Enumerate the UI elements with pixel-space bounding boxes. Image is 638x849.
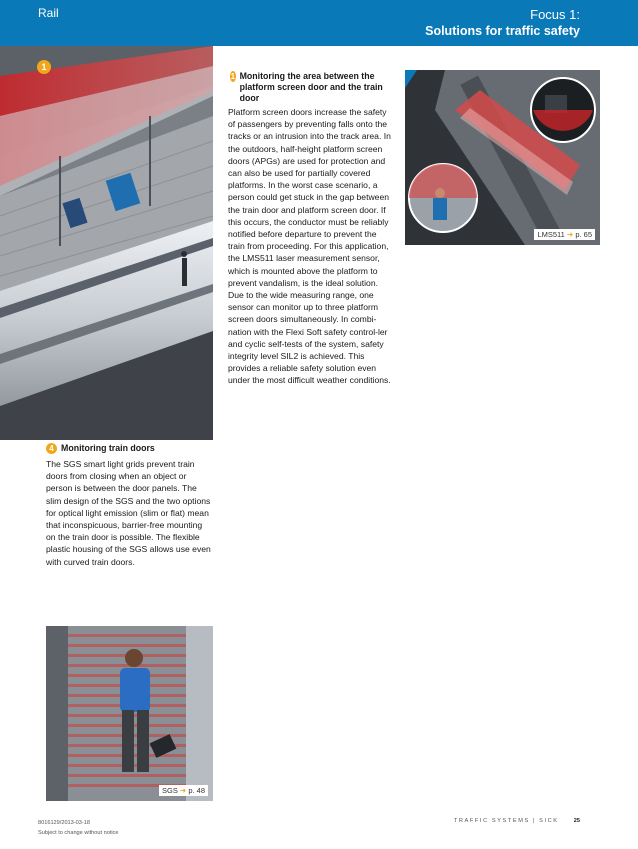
arrow-right-icon: ➜	[566, 230, 574, 239]
section-4-heading	[46, 443, 213, 454]
lms511-product-image	[405, 70, 600, 245]
section-1-body: Platform screen doors increase the safety of passengers by preventing falls onto the tracks or an intrusion into the track area. In the outdoors, half-height platform screen doors (APGs) are used for protection and can also be used for partially covered platforms. In the worst case scenario, a person could get stuck in the gap between the train door and platform screen door. If this occurs, the conductor must be reliably notified before departure to prevent the train from proceeding. For this application, the LMS511 laser measurement sensor, which is mounted above the platform to prevent vandalism, is the ideal solution. Due to the wide measuring range, one sensor can monitor up to three platform screen doors simultaneously. In combi-nation with the Flexi Soft safety control-ler and cyclic self-tests of the system, safety integrity level SIL2 is achieved. This provides a reliable safety solution even under the most difficult weather conditions.	[228, 107, 391, 386]
change-notice: Subject to change without notice	[38, 830, 119, 836]
lms511-caption	[534, 229, 595, 240]
focus-heading	[425, 6, 580, 40]
sgs-caption	[159, 785, 208, 796]
lms511-caption-product: LMS511	[537, 230, 565, 239]
sgs-product-image	[46, 626, 213, 801]
section-4-body: The SGS smart light grids prevent train doors from closing when an object or person is between the door panels. The slim design of the SGS and the two options for optical light emission (slim or flat) mean that inconspicuous, barrier-free mounting on the train door is possible. The flexible plastic housing of the SGS allows use even with curved train doors.	[46, 459, 211, 567]
section-4-title: Monitoring train doors	[61, 443, 155, 453]
section-label: Rail	[38, 6, 59, 20]
sgs-caption-product: SGS	[161, 786, 178, 795]
sgs-scene-graphic	[46, 626, 213, 801]
sgs-page-link[interactable]: p. 48	[188, 786, 205, 795]
section-1-badge: 1	[230, 72, 236, 81]
section-1-text	[228, 71, 393, 387]
focus-subtitle: Solutions for traffic safety	[425, 24, 580, 38]
footer-left	[38, 818, 119, 838]
page-number: 25	[573, 818, 580, 824]
station-platform-graphic	[0, 46, 213, 440]
illustration-badge: 1	[37, 60, 51, 74]
footer-brand: TRAFFIC SYSTEMS | SICK	[453, 818, 559, 824]
section-4-text	[46, 443, 213, 568]
lms511-page-link[interactable]: p. 65	[575, 230, 592, 239]
footer-right	[454, 818, 580, 824]
section-4-badge: 4	[46, 443, 57, 454]
section-1-heading	[228, 71, 393, 104]
lms511-scene-graphic	[405, 70, 600, 245]
header-bar	[0, 0, 638, 46]
arrow-right-icon: ➜	[179, 786, 187, 795]
focus-title: Focus 1:	[530, 7, 580, 22]
section-1-title: Monitoring the area between the platform screen door and the train door	[239, 71, 383, 103]
doc-id: 8016129/2013-03-18	[38, 820, 90, 826]
station-platform-illustration	[0, 46, 213, 440]
